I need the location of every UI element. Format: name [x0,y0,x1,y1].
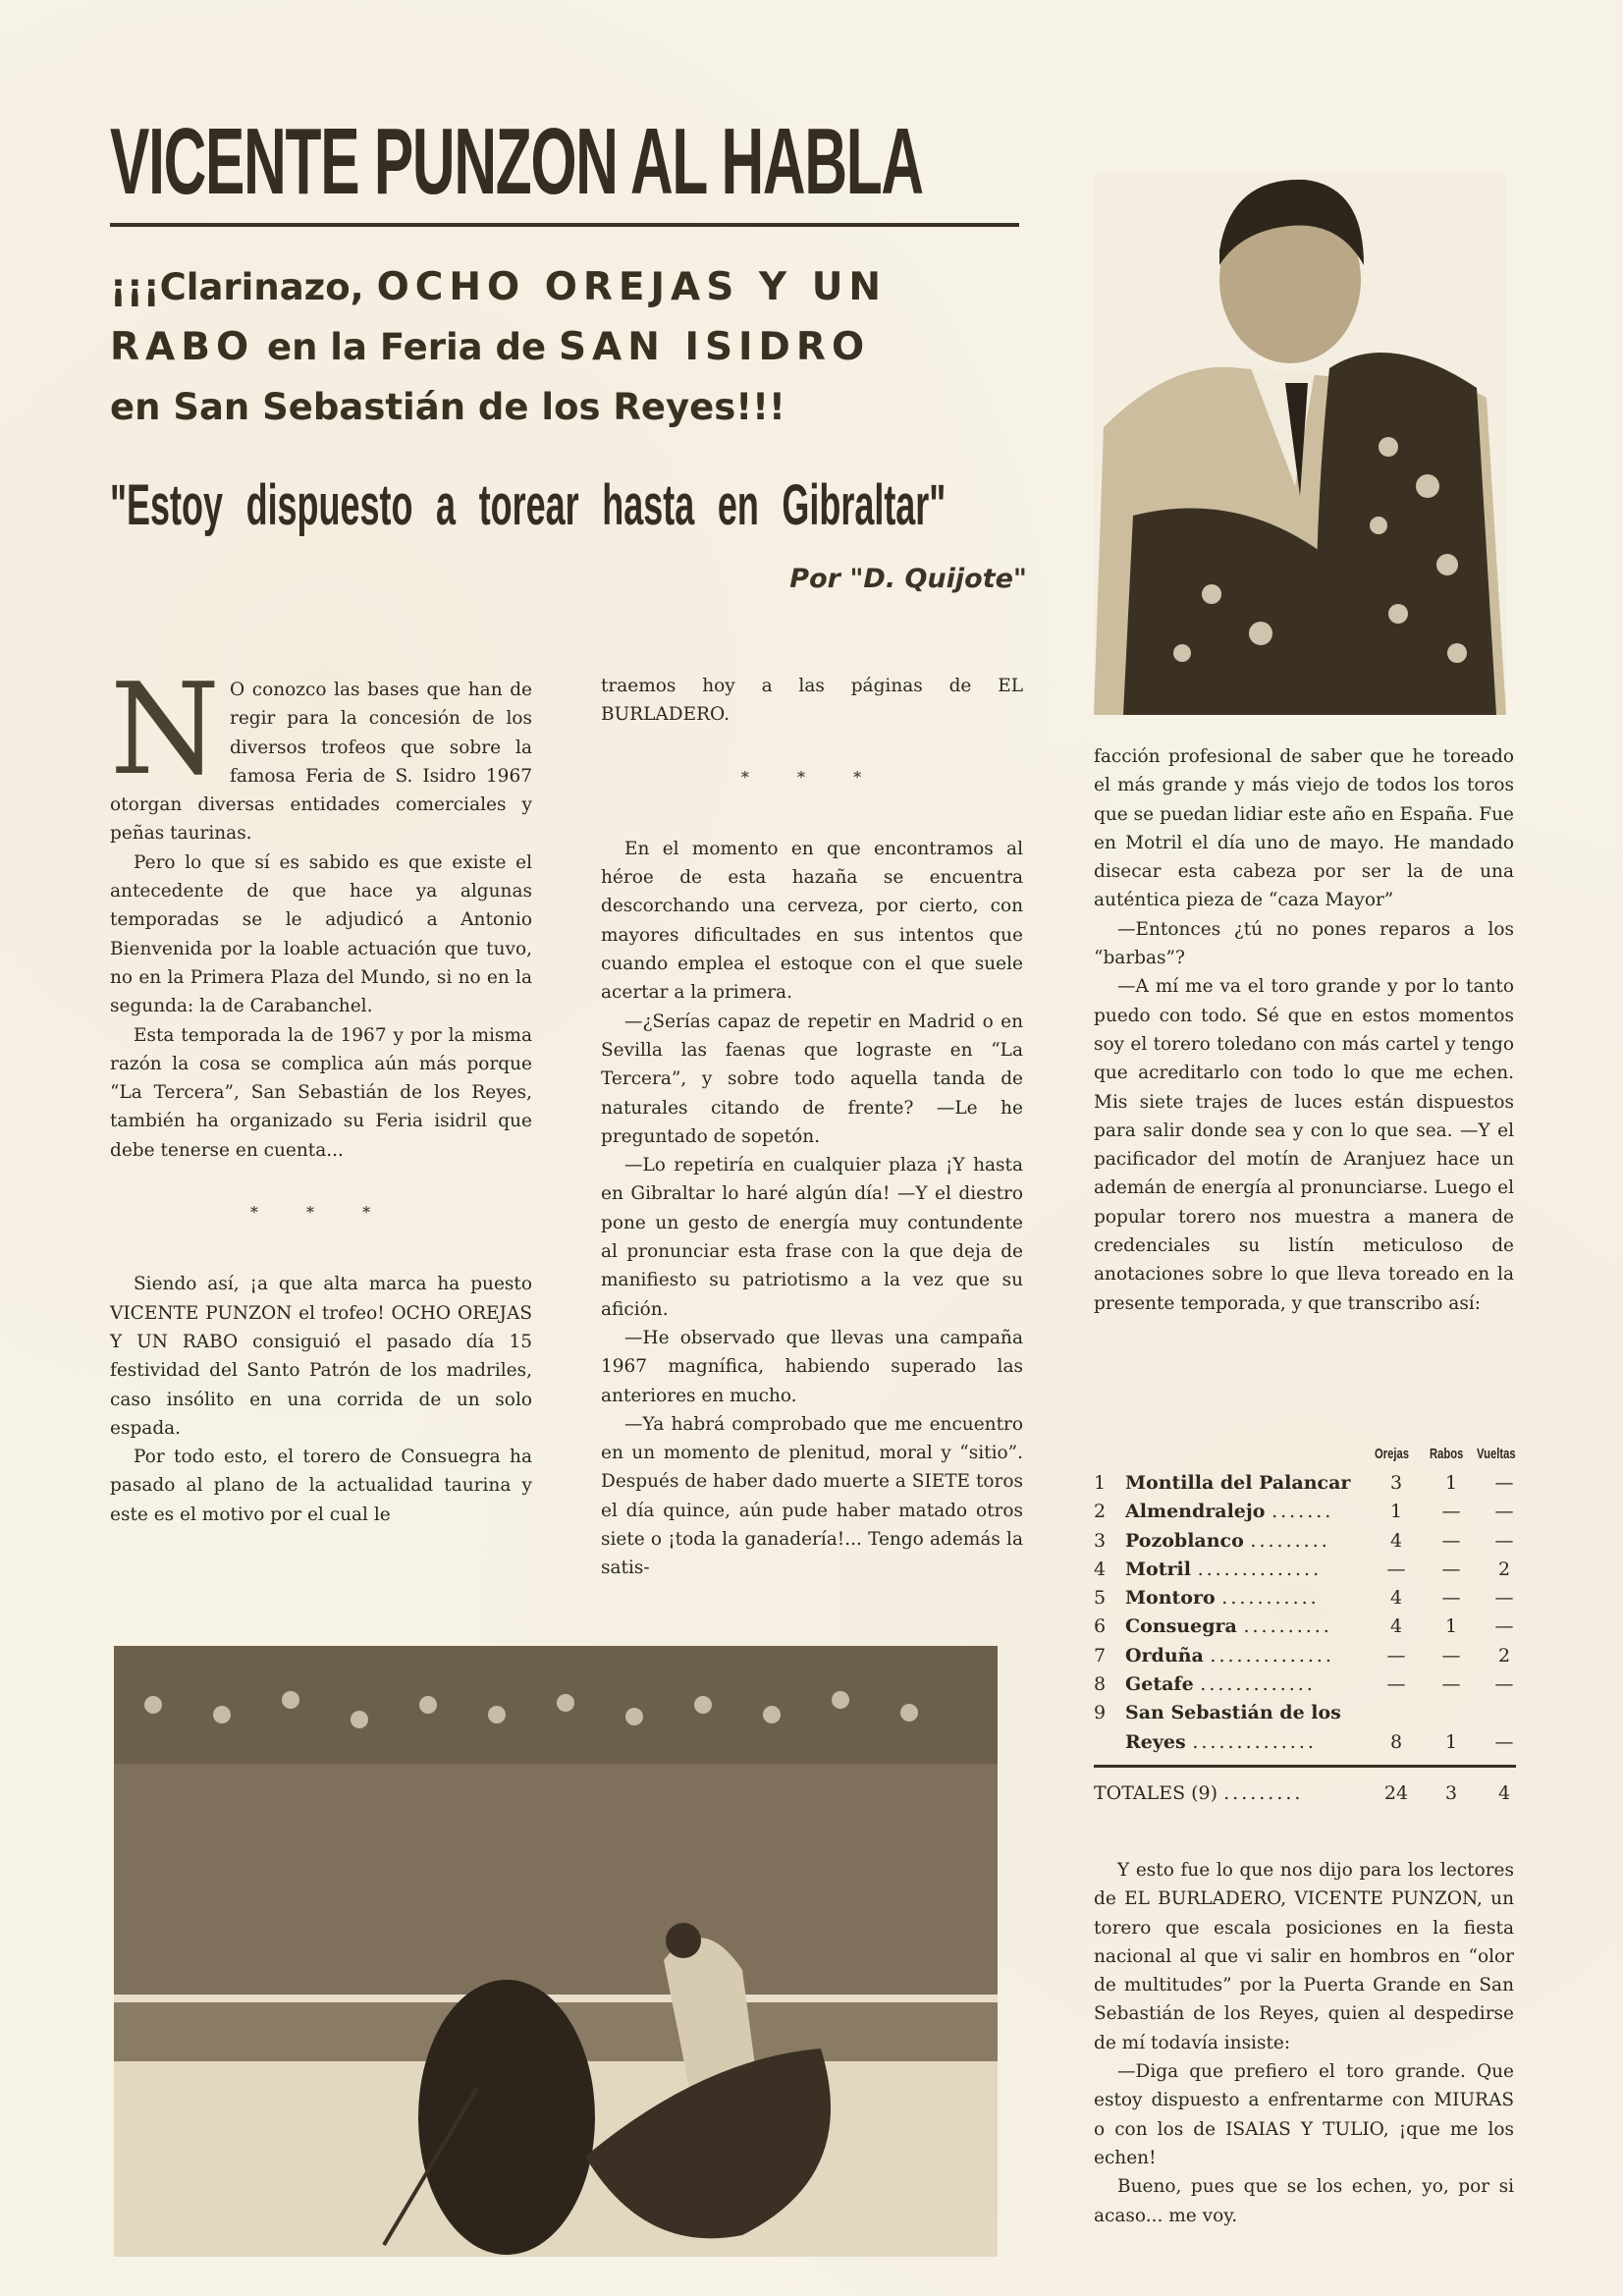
orejas-cell: 8 [1389,1730,1403,1753]
subhead-part-1: ¡¡¡Clarinazo, [110,266,364,308]
vueltas-cell: — [1494,1529,1514,1552]
paragraph: —Lo repetiría en cualquier plaza ¡Y hasta en Gibraltar lo haré algún día! —Y el diestro pone un gesto de energía muy contundente al pronunciar esta frase con la que deja de manifiesto su patriotismo a la vez que su afición. [601,1155,1023,1320]
place-name: Montoro [1125,1587,1216,1610]
rabos-cell: — [1441,1673,1461,1696]
leader-dots: ........... [1221,1587,1320,1610]
leader-dots: .............. [1197,1558,1323,1580]
orejas-cell: 4 [1389,1615,1403,1638]
pull-quote: "Estoy dispuesto a torear hasta en Gibraltar" [110,473,947,537]
row-number: 9 [1094,1702,1107,1724]
table-row [1094,1584,1516,1613]
place-cell [1125,1613,1361,1641]
leader-dots: ............. [1200,1673,1316,1696]
section-separator: * * * [249,1203,393,1223]
place-cell [1125,1728,1361,1757]
article-column-2 [601,672,1023,1583]
vueltas-cell: — [1494,1615,1514,1638]
paragraph: Bueno, pues que se los echen, yo, por si acaso... me voy. [1094,2176,1514,2226]
orejas-cell: — [1386,1673,1406,1696]
paragraph: facción profesional de saber que he toreado el más grande y más viejo de todos los toros que se puedan lidiar este año en España. Fue en Motril el día uno de mayo. He mandado disecar esta cabeza por ser la de una auténtica pieza de “caza Mayor” [1094,746,1514,911]
vueltas-cell: — [1494,1730,1514,1753]
table-row [1094,1613,1516,1641]
place-cell [1125,1642,1361,1670]
paragraph: En el momento en que encontramos al héroe de esta hazaña se encuentra descorchando una cerveza, por cierto, con mayores dificultades en sus intentos que cuando emplea el estoque con el que suele acertar a la primera. [601,838,1023,1004]
paragraph: —¿Serías capaz de repetir en Madrid o en Sevilla las faenas que lograste en “La Tercera”, y sobre todo aquella tanda de naturales citando de frente? —Le he preguntado de sopetón. [601,1011,1023,1147]
place-cell [1125,1556,1361,1584]
place-cell [1125,1527,1361,1556]
table-header [1094,1442,1516,1469]
place-name: San Sebastián de los [1125,1702,1341,1724]
leader-dots: .............. [1210,1644,1334,1667]
orejas-cell: 4 [1389,1529,1403,1552]
orejas-cell: 3 [1389,1472,1403,1494]
place-name: Consuegra [1125,1615,1237,1638]
paragraph: Y esto fue lo que nos dijo para los lectores de EL BURLADERO, VICENTE PUNZON, un torero que escala posiciones en la fiesta nacional al que vi salir en hombros en “olor de multitudes” por la Puerta Grande en San Sebastián de los Reyes, quien al despedirse de mí todavía insiste: [1094,1860,1514,2053]
paragraph: traemos hoy a las páginas de EL BURLADERO. [601,676,1023,726]
table-divider [1094,1765,1516,1768]
table-row [1094,1469,1516,1498]
leader-dots: ......... [1250,1529,1330,1552]
paragraph: O conozco las bases que han de regir para la concesión de los diversos trofeos que sobre la famosa Feria de S. Isidro 1967 otorgan diversas entidades comerciales y peñas taurinas. [110,680,532,845]
subheadline [110,257,1023,437]
paragraph: —Diga que prefiero el toro grande. Que estoy dispuesto a enfrentarme con MIURAS o con los de ISAIAS Y TULIO, ¡que me los echen! [1094,2061,1514,2168]
arena-photo [114,1646,998,2257]
rabos-cell: — [1441,1587,1461,1610]
orejas-cell: 1 [1389,1501,1403,1523]
table-row [1094,1556,1516,1584]
header-vueltas: Vueltas [1477,1446,1516,1462]
row-number: 5 [1094,1587,1107,1610]
drop-cap: N [110,657,220,803]
row-number: 3 [1094,1529,1107,1552]
headline-divider [110,223,1019,227]
orejas-cell: — [1386,1558,1406,1580]
place-name: Reyes [1125,1730,1186,1753]
place-name: Montilla del Palancar [1125,1472,1351,1494]
vueltas-cell: 2 [1497,1558,1511,1580]
subhead-part-5: en San Sebastián de los Reyes!!! [110,386,785,428]
place-cell [1125,1469,1361,1498]
row-number: 6 [1094,1615,1107,1638]
vueltas-cell: — [1494,1587,1514,1610]
place-name: Getafe [1125,1673,1194,1696]
byline: Por "D. Quijote" [789,564,1027,594]
crowd-stands [114,1646,998,1764]
arena-illustration [114,1646,998,2257]
portrait-photo [1094,172,1506,715]
place-name: Almendralejo [1125,1501,1266,1523]
place-name: Pozoblanco [1125,1529,1244,1552]
cape-shape [1317,353,1496,715]
rabos-cell: — [1441,1501,1461,1523]
rabos-cell: 1 [1444,1730,1458,1753]
place-cell [1125,1670,1361,1699]
subhead-part-4: SAN ISIDRO [558,325,871,369]
leader-dots: ....... [1271,1501,1334,1523]
season-stats-table [1094,1442,1516,1808]
paragraph: Siendo así, ¡a que alta marca ha puesto VICENTE PUNZON el trofeo! OCHO OREJAS Y UN RABO consiguió el pasado día 15 festividad del Santo Patrón de los madriles, caso insólito en una corrida de un solo espada. [110,1274,532,1439]
orejas-cell: 4 [1389,1587,1403,1610]
leader-dots: ......... [1223,1781,1304,1804]
paragraph: —A mí me va el toro grande y por lo tanto puedo con todo. Sé que en estos momentos soy el torero toledano con más cartel y tengo que acreditarlo con todo lo que me echen. Mis siete trajes de luces están dispuestos para salir donde sea y con lo que sea. —Y el pacificador del motín de Aranjuez hace un ademán de energía al pronunciarse. Luego el popular torero nos muestra a manera de credenciales su listín meticuloso de anotaciones sobre lo que lleva toreado en la presente temporada, y que transcribo así: [1094,976,1514,1314]
leader-dots: .......... [1243,1615,1332,1638]
table-row [1094,1670,1516,1699]
paragraph: Esta temporada la de 1967 y por la misma razón la cosa se complica aún más porque “La Tercera”, San Sebastián de los Reyes, también ha organizado su Feria isidril que debe tenerse en cuenta... [110,1024,532,1161]
totals-orejas: 24 [1383,1781,1409,1804]
row-number: 1 [1094,1472,1107,1494]
vueltas-cell: — [1494,1673,1514,1696]
vueltas-cell: — [1494,1501,1514,1523]
paragraph: Pero lo que sí es sabido es que existe el antecedente de que hace ya algunas temporadas se le adjudicó a Antonio Bienvenida por la loable actuación que tuvo, no en la Primera Plaza del Mundo, si no en la segunda: la de Carabanchel. [110,851,532,1017]
orejas-cell: — [1386,1644,1406,1667]
subhead-part-2: OCHO OREJAS Y UN RABO [110,265,888,369]
leader-dots: .............. [1192,1730,1317,1753]
header-orejas: Orejas [1375,1446,1410,1462]
place-cell [1125,1699,1361,1727]
paragraph: —He observado que llevas una campaña 1967 magnífica, habiendo superado las anteriores en mucho. [601,1327,1023,1406]
table-row [1094,1728,1516,1757]
section-separator: * * * [740,767,884,787]
rabos-cell: — [1441,1644,1461,1667]
vueltas-cell: 2 [1497,1644,1511,1667]
barrier-wall [114,1764,998,1999]
article-column-3 [1094,742,1514,1318]
table-row [1094,1642,1516,1670]
rabos-cell: — [1441,1529,1461,1552]
vueltas-cell: — [1494,1472,1514,1494]
totals-label: TOTALES (9) [1094,1781,1218,1804]
place-cell [1125,1584,1361,1613]
totals-rabos: 3 [1444,1781,1458,1804]
totals-vueltas: 4 [1497,1781,1511,1804]
table-row [1094,1498,1516,1526]
row-number: 8 [1094,1673,1107,1696]
bull-shape [418,1980,595,2255]
paragraph: —Entonces ¿tú no pones reparos a los “barbas”? [1094,918,1514,969]
table-row [1094,1699,1516,1727]
table-totals-row [1094,1779,1516,1808]
article-closing [1094,1856,1514,2230]
place-cell [1125,1498,1361,1526]
portrait-illustration [1094,172,1506,715]
table-row [1094,1527,1516,1556]
row-number: 4 [1094,1558,1107,1580]
rabos-cell: — [1441,1558,1461,1580]
header-rabos: Rabos [1430,1446,1464,1462]
row-number: 2 [1094,1501,1107,1523]
rabos-cell: 1 [1444,1472,1458,1494]
row-number: 7 [1094,1644,1107,1667]
paragraph: —Ya habrá comprobado que me encuentro en un momento de plenitud, moral y “sitio”. Después de haber dado muerte a SIETE toros el día quince, aún pude haber matado otros siete o ¡toda la ganadería!... Tengo además la satis- [601,1413,1023,1579]
article-column-1 [110,657,532,1529]
place-name: Motril [1125,1558,1191,1580]
rabos-cell: 1 [1444,1615,1458,1638]
subhead-part-3: en la Feria de [266,326,547,368]
paragraph: Por todo esto, el torero de Consuegra ha pasado al plano de la actualidad taurina y este es el motivo por el cual le [110,1447,532,1525]
page-title: VICENTE PUNZON AL HABLA [110,109,923,214]
place-name: Orduña [1125,1644,1204,1667]
